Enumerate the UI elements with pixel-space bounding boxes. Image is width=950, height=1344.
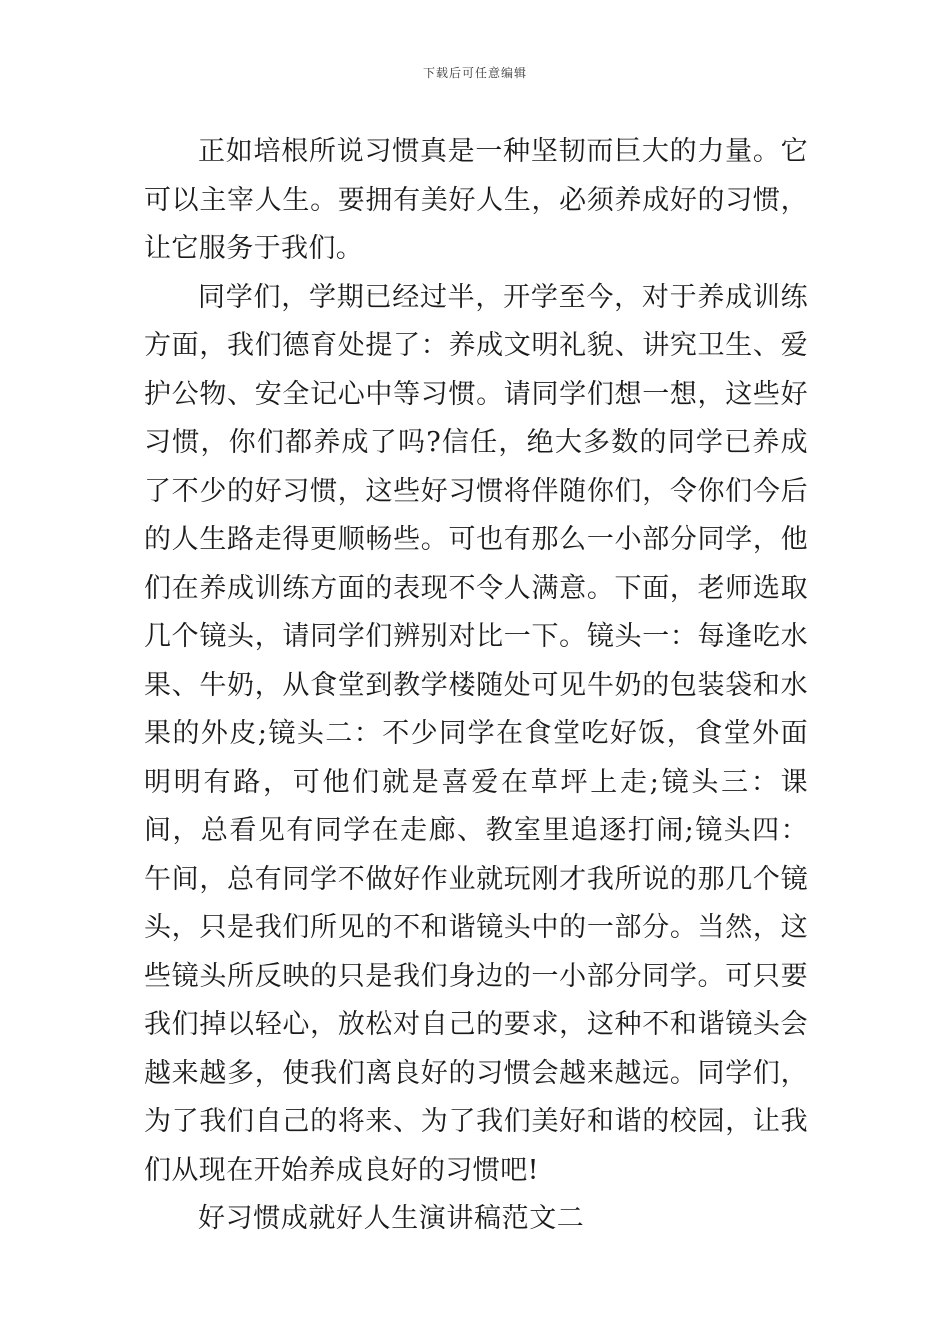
document-body — [144, 128, 808, 1244]
paragraph-habit-quote: 正如培根所说习惯真是一种坚韧而巨大的力量。它可以主宰人生。要拥有美好人生，必须养成好的习惯，让它服务于我们。 — [144, 136, 808, 264]
page-header-note: 下载后可任意编辑 — [422, 66, 527, 80]
section-title: 好习惯成就好人生演讲稿范文二 — [198, 1203, 585, 1234]
paragraph-main-speech: 同学们，学期已经过半，开学至今，对于养成训练方面，我们德育处提了：养成文明礼貌、讲究卫生、爱护公物、安全记心中等习惯。请同学们想一想，这些好习惯，你们都养成了吗?信任，绝大多数的同学已养成了不少的好习惯，这些好习惯将伴随你们，令你们今后的人生路走得更顺畅些。可也有那么一小部分同学，他们在养成训练方面的表现不令人满意。下面，老师选取几个镜头，请同学们辨别对比一下。镜头一：每逢吃水果、牛奶，从食堂到教学楼随处可见牛奶的包装袋和水果的外皮;镜头二：不少同学在食堂吃好饭，食堂外面明明有路，可他们就是喜爱在草坪上走;镜头三：课间，总看见有同学在走廊、教室里追逐打闹;镜头四：午间，总有同学不做好作业就玩刚才我所说的那几个镜头，只是我们所见的不和谐镜头中的一部分。当然，这些镜头所反映的只是我们身边的一小部分同学。可只要我们掉以轻心，放松对自己的要求，这种不和谐镜头会越来越多，使我们离良好的习惯会越来越远。同学们，为了我们自己的将来、为了我们美好和谐的校园，让我们从现在开始养成良好的习惯吧! — [144, 281, 808, 1186]
